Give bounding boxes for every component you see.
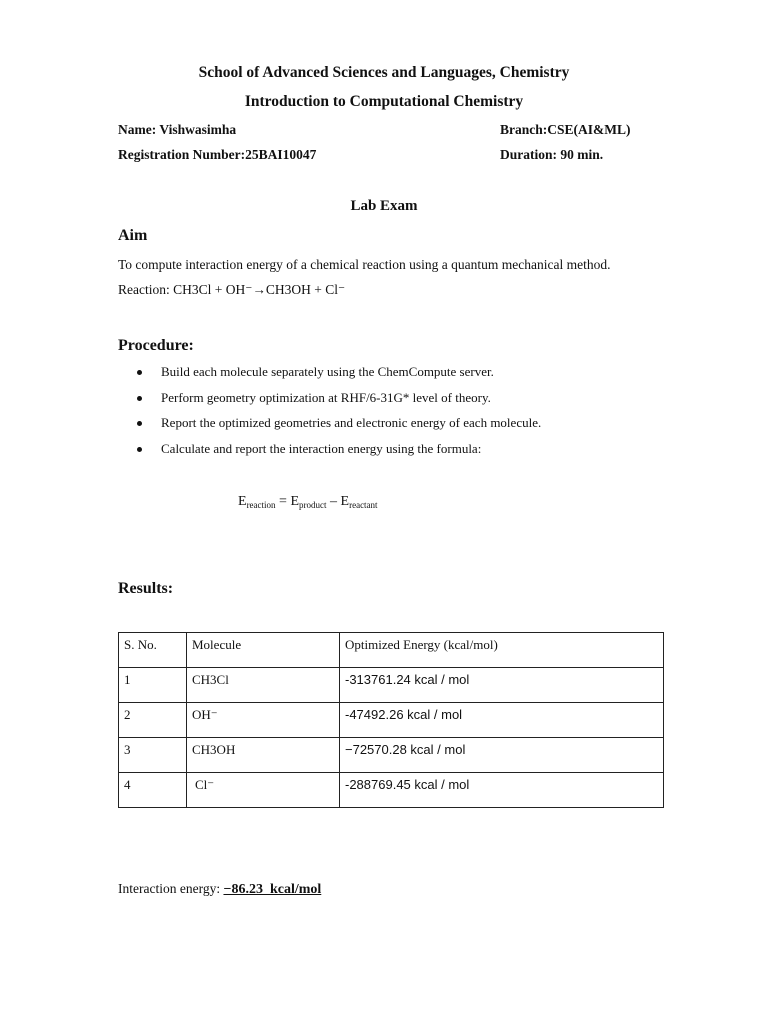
results-table [118, 632, 664, 808]
aim-text: To compute interaction energy of a chemical reaction using a quantum mechanical method. [118, 257, 611, 272]
energy-formula: $E_{reaction} = E_{product} - E_{reactant}$ [238, 494, 378, 510]
procedure-heading: Procedure: [118, 337, 194, 354]
bullet-icon [137, 396, 142, 401]
table-row: 1 CH3Cl -313761.24 kcal / mol [119, 668, 664, 703]
interaction-value: −86.23 kcal/mol [223, 882, 322, 897]
duration: Duration: 90 min. [500, 147, 604, 162]
exam-title: Lab Exam [350, 198, 418, 214]
procedure-list [118, 364, 542, 466]
branch: Branch:CSE(AI&ML) [500, 122, 631, 137]
column-header: Molecule [187, 633, 340, 668]
bullet-icon [137, 421, 142, 426]
bullet-icon [137, 370, 142, 375]
interaction-label: Interaction energy: [118, 881, 221, 896]
registration-number: Registration Number:25BAI10047 [118, 147, 317, 162]
table-header-row [119, 633, 664, 668]
table-row: 4 Cl⁻ -288769.45 kcal / mol [119, 773, 664, 808]
column-header: Optimized Energy (kcal/mol) [340, 633, 664, 668]
results-heading: Results: [118, 580, 174, 597]
column-header: S. No. [119, 633, 187, 668]
interaction-energy [118, 881, 321, 898]
school-title: School of Advanced Sciences and Languages, Chemistry [198, 64, 570, 81]
course-title: Introduction to Computational Chemistry [244, 93, 524, 110]
bullet-icon [137, 447, 142, 452]
list-item: Perform geometry optimization at RHF/6-31G* level of theory. [118, 390, 141, 416]
student-name: Name: Vishwasimha [118, 122, 237, 137]
list-item: Build each molecule separately using the ChemCompute server. [118, 364, 141, 390]
list-item: Report the optimized geometries and electronic energy of each molecule. [118, 415, 141, 441]
table-row: 2 OH⁻ -47492.26 kcal / mol [119, 703, 664, 738]
aim-heading: Aim [118, 227, 148, 244]
list-item: Calculate and report the interaction energy using the formula: [118, 441, 141, 467]
reaction-text: Reaction: CH3Cl + OH⁻→CH3OH + Cl⁻ [118, 282, 346, 297]
table-row: 3 CH3OH −72570.28 kcal / mol [119, 738, 664, 773]
